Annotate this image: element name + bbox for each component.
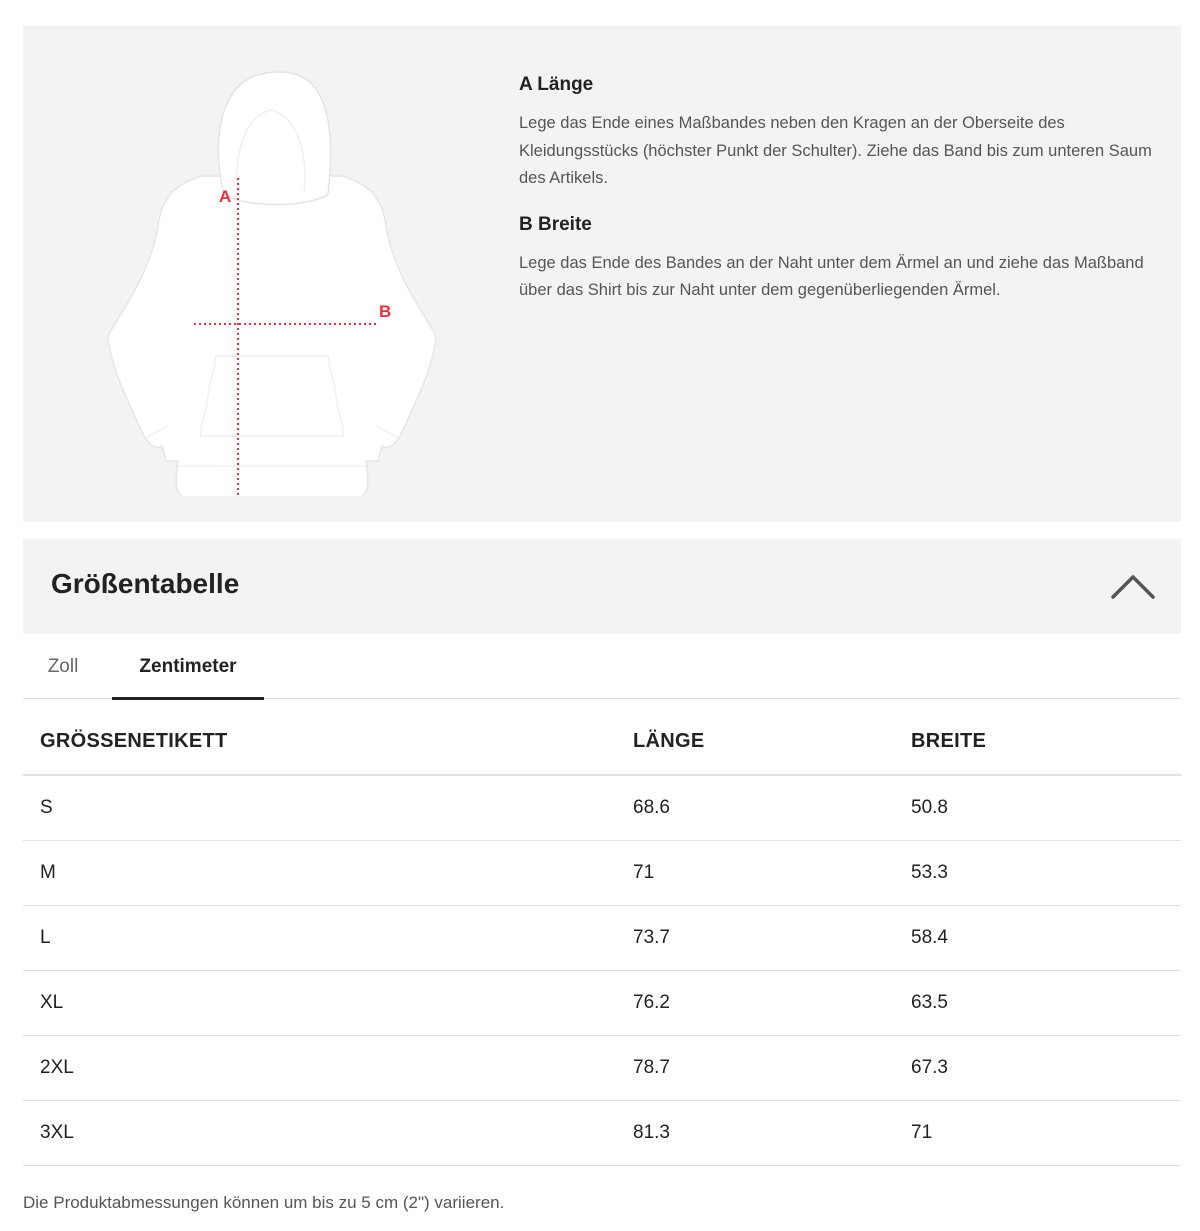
measure-guide-panel (23, 26, 1181, 522)
cell-width: 63.5 (911, 970, 1181, 1035)
cell-length: 68.6 (633, 775, 911, 840)
width-heading: B Breite (519, 213, 592, 235)
table-row (23, 1100, 1181, 1165)
header-length: LÄNGE (633, 708, 911, 775)
header-width: BREITE (911, 708, 1181, 775)
cell-size: 2XL (23, 1035, 633, 1100)
cell-size: S (23, 775, 633, 840)
cell-size: 3XL (23, 1100, 633, 1165)
header-size-label: GRÖSSENETIKETT (23, 708, 633, 775)
size-chart-header[interactable] (23, 539, 1181, 634)
cell-length: 73.7 (633, 905, 911, 970)
length-heading: A Länge (519, 74, 594, 95)
width-description: Lege das Ende des Bandes an der Naht unter dem Ärmel an und ziehe das Maßband über das Shirt bis zur Naht unter dem gegenüberliegenden Ärmel. (519, 253, 1144, 299)
cell-width: 58.4 (911, 905, 1181, 970)
cell-length: 81.3 (633, 1100, 911, 1165)
tab-zentimeter[interactable]: Zentimeter (112, 634, 264, 699)
cell-length: 71 (633, 840, 911, 905)
table-row (23, 775, 1181, 840)
cell-width: 71 (911, 1100, 1181, 1165)
table-row (23, 970, 1181, 1035)
size-chart-title: Größentabelle (51, 568, 240, 599)
label-b: B (379, 302, 392, 321)
cell-size: M (23, 840, 633, 905)
label-a: A (219, 187, 232, 206)
table-row (23, 1035, 1181, 1100)
hoodie-illustration (106, 66, 436, 496)
cell-length: 76.2 (633, 970, 911, 1035)
length-description: Lege das Ende eines Maßbandes neben den Kragen an der Oberseite des Kleidungsstücks (höchster Punkt der Schulter). Ziehe das Band bis zum unteren Saum des Artikels. (519, 114, 1152, 187)
table-row (23, 905, 1181, 970)
cell-size: XL (23, 970, 633, 1035)
cell-width: 67.3 (911, 1035, 1181, 1100)
size-table (23, 708, 1181, 1166)
cell-width: 53.3 (911, 840, 1181, 905)
tab-zoll[interactable]: Zoll (47, 656, 79, 677)
unit-tabs (23, 634, 1181, 699)
hoodie-diagram (106, 66, 436, 496)
size-disclaimer: Die Produktabmessungen können um bis zu 5 cm (2") variieren. (23, 1193, 505, 1212)
cell-size: L (23, 905, 633, 970)
cell-width: 50.8 (911, 775, 1181, 840)
table-row (23, 840, 1181, 905)
cell-length: 78.7 (633, 1035, 911, 1100)
table-header-row (23, 708, 1181, 775)
chevron-up-icon[interactable] (1110, 569, 1156, 601)
measure-instructions (519, 74, 1159, 326)
